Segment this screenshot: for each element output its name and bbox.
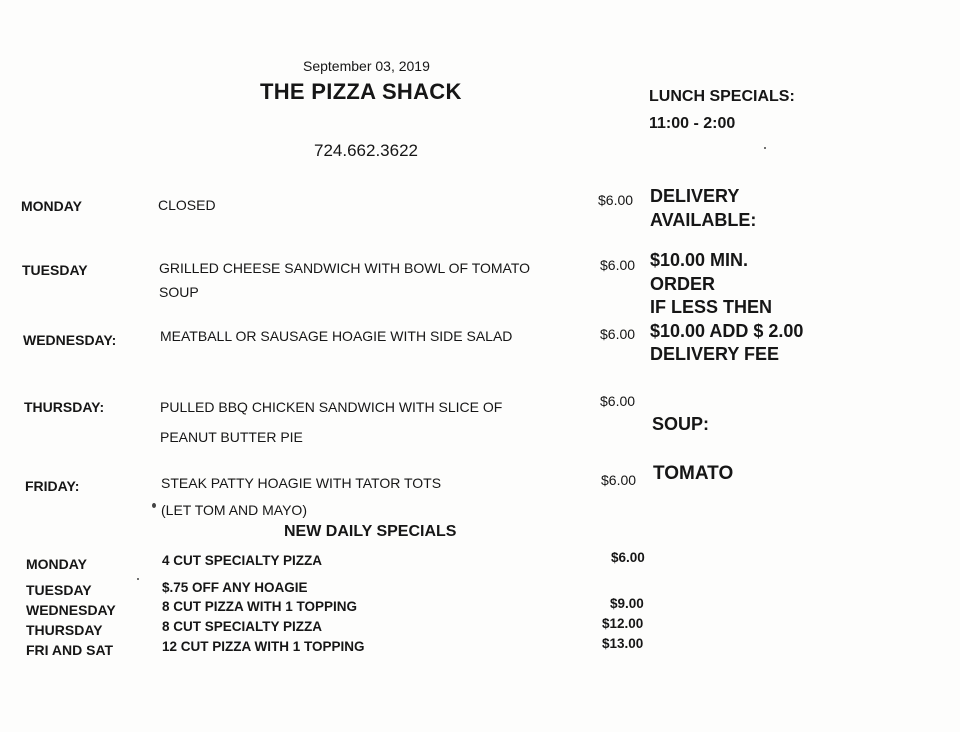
delivery-terms (650, 249, 803, 367)
lunch-specials-hours: 11:00 - 2:00 (649, 115, 736, 132)
weekly-item-line: PULLED BBQ CHICKEN SANDWICH WITH SLICE OF (160, 399, 503, 415)
weekly-item-line: GRILLED CHEESE SANDWICH WITH BOWL OF TOMATO (159, 260, 531, 276)
daily-price: $12.00 (602, 616, 644, 631)
weekly-day: TUESDAY (22, 262, 88, 278)
scan-speck (764, 147, 766, 149)
daily-day: THURSDAY (26, 622, 103, 638)
weekly-price: $6.00 (598, 192, 634, 208)
scan-speck (152, 503, 156, 508)
weekly-item (161, 470, 441, 524)
weekly-price: $6.00 (600, 393, 636, 409)
lunch-specials-block (649, 83, 795, 137)
delivery-term-line: $10.00 MIN. (650, 250, 749, 270)
delivery-line: AVAILABLE: (650, 209, 757, 230)
restaurant-name: THE PIZZA SHACK (260, 79, 462, 104)
weekly-day: WEDNESDAY: (23, 332, 117, 348)
weekly-item (159, 256, 530, 304)
daily-item: 12 CUT PIZZA WITH 1 TOPPING (162, 639, 365, 654)
weekly-item-line: SOUP (159, 284, 199, 300)
delivery-line: DELIVERY (650, 186, 740, 206)
scan-speck (137, 578, 139, 580)
daily-day: WEDNESDAY (26, 602, 116, 618)
weekly-day: MONDAY (21, 198, 82, 214)
weekly-item-line: PEANUT BUTTER PIE (160, 429, 303, 445)
new-daily-specials-heading: NEW DAILY SPECIALS (284, 523, 457, 540)
daily-day: TUESDAY (26, 582, 92, 598)
daily-item: 8 CUT PIZZA WITH 1 TOPPING (162, 599, 358, 614)
soup-value: TOMATO (653, 463, 734, 484)
delivery-term-line: DELIVERY FEE (650, 344, 780, 364)
daily-item: 4 CUT SPECIALTY PIZZA (162, 553, 323, 568)
soup-heading: SOUP: (652, 414, 710, 434)
weekly-item (160, 392, 502, 452)
weekly-item-line: STEAK PATTY HOAGIE WITH TATOR TOTS (161, 475, 442, 491)
weekly-item (158, 193, 216, 217)
daily-day: MONDAY (26, 556, 87, 572)
daily-item: 8 CUT SPECIALTY PIZZA (162, 619, 323, 634)
delivery-term-line: IF LESS THEN (650, 297, 773, 317)
lunch-specials-heading: LUNCH SPECIALS: (649, 88, 795, 105)
weekly-item-line: (LET TOM AND MAYO) (161, 502, 307, 518)
phone-number: 724.662.3622 (314, 141, 418, 160)
delivery-available (650, 185, 756, 232)
daily-price: $9.00 (610, 596, 644, 611)
daily-day: FRI AND SAT (26, 642, 114, 658)
daily-item: $.75 OFF ANY HOAGIE (162, 580, 308, 595)
delivery-term-line: $10.00 ADD $ 2.00 (650, 320, 804, 341)
weekly-item-line: MEATBALL OR SAUSAGE HOAGIE WITH SIDE SALAD (160, 328, 513, 344)
weekly-price: $6.00 (600, 257, 636, 273)
weekly-price: $6.00 (600, 326, 636, 342)
menu-date: September 03, 2019 (303, 58, 430, 74)
daily-price: $6.00 (611, 550, 645, 565)
daily-price: $13.00 (602, 636, 644, 651)
delivery-term-line: ORDER (650, 273, 716, 294)
weekly-day: THURSDAY: (24, 399, 105, 415)
weekly-price: $6.00 (601, 472, 637, 488)
weekly-day: FRIDAY: (25, 478, 80, 494)
weekly-item-line: CLOSED (158, 197, 216, 213)
weekly-item (160, 324, 512, 348)
